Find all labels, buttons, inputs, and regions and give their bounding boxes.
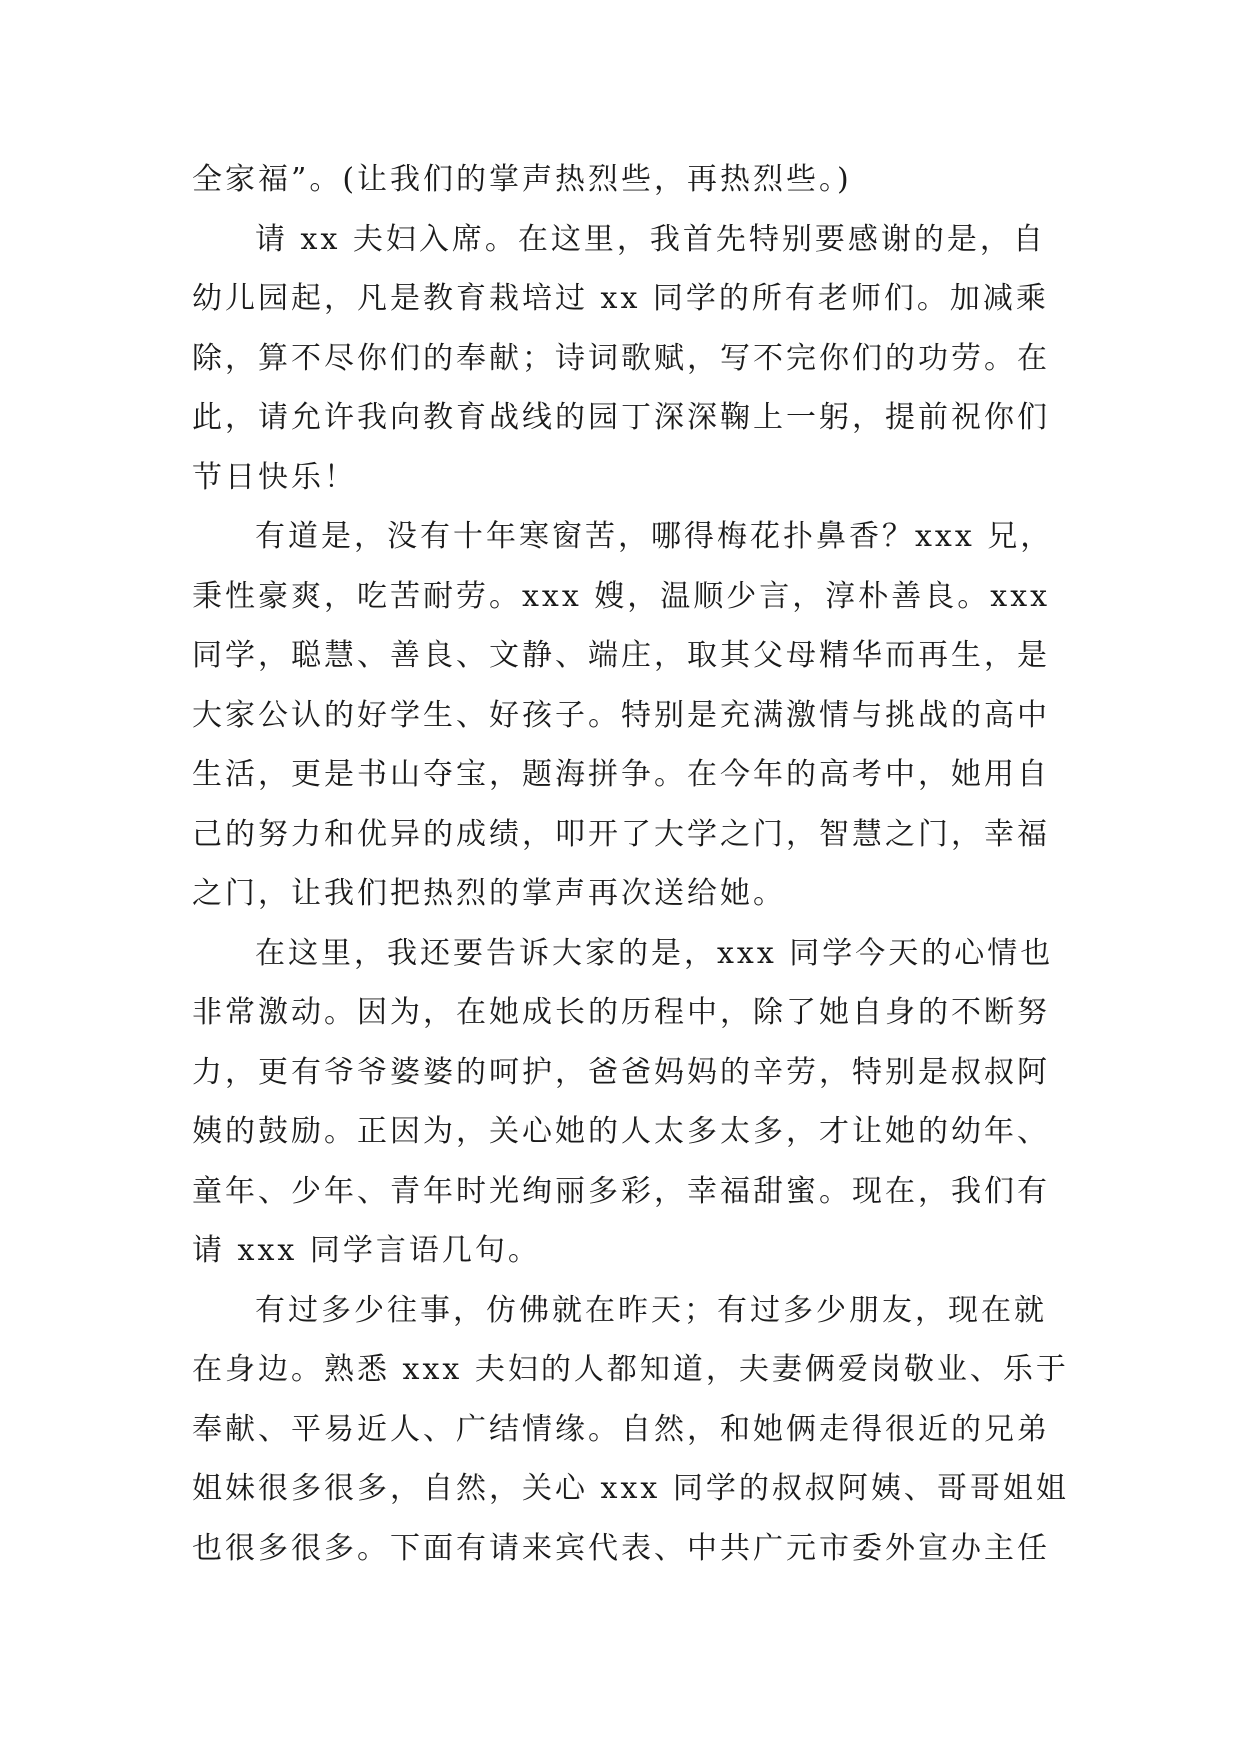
text-line: 力，更有爷爷婆婆的呵护，爸爸妈妈的辛劳，特别是叔叔阿 [192,1054,1050,1090]
text-line: 姨的鼓励。正因为，关心她的人太多太多，才让她的幼年、 [192,1114,1050,1149]
text-line: 非常激动。因为，在她成长的历程中，除了她自身的不断努 [192,995,1050,1030]
text-line: 大家公认的好学生、好孩子。特别是充满激情与挑战的高中 [192,697,1050,733]
text-line: 也很多很多。下面有请来宾代表、中共广元市委外宣办主任 [192,1530,1050,1566]
body-text [192,150,1069,1578]
text-line: 姐妹很多很多，自然，关心 xxx 同学的叔叔阿姨、哥哥姐姐 [192,1471,1069,1506]
text-line: 童年、少年、青年时光绚丽多彩，幸福甜蜜。现在，我们有 [192,1173,1050,1209]
text-line: 此，请允许我向教育战线的园丁深深鞠上一躬，提前祝你们 [192,400,1050,435]
text-line: 己的努力和优异的成绩，叩开了大学之门，智慧之门，幸福 [192,816,1050,852]
text-line: 全家福”。(让我们的掌声热烈些，再热烈些。) [192,162,852,197]
text-line: 生活，更是书山夺宝，题海拼争。在今年的高考中，她用自 [192,757,1050,792]
text-line: 除，算不尽你们的奉献；诗词歌赋，写不完你们的功劳。在 [192,340,1050,376]
text-line: 同学，聪慧、善良、文静、端庄，取其父母精华而再生，是 [192,638,1050,673]
text-line: 请 xxx 同学言语几句。 [192,1233,541,1268]
text-line: 秉性豪爽，吃苦耐劳。xxx 嫂，温顺少言，淳朴善良。xxx [192,578,1051,614]
text-line: 奉献、平易近人、广结情缘。自然，和她俩走得很近的兄弟 [192,1411,1050,1447]
paragraph-start-line: 在这里，我还要告诉大家的是，xxx 同学今天的心情也 [255,935,1054,971]
text-line: 节日快乐！ [192,459,357,495]
text-line: 之门，让我们把热烈的掌声再次送给她。 [192,876,786,911]
text-line: 幼儿园起，凡是教育栽培过 xx 同学的所有老师们。加减乘 [192,281,1049,316]
paragraph-start-line: 有过多少往事，仿佛就在昨天；有过多少朋友，现在就 [255,1292,1047,1328]
text-line: 在身边。熟悉 xxx 夫妇的人都知道，夫妻俩爱岗敬业、乐于 [192,1352,1069,1387]
paragraph-start-line: 请 xx 夫妇入席。在这里，我首先特别要感谢的是，自 [255,221,1046,257]
paragraph-start-line: 有道是，没有十年寒窗苦，哪得梅花扑鼻香？xxx 兄， [255,519,1054,554]
